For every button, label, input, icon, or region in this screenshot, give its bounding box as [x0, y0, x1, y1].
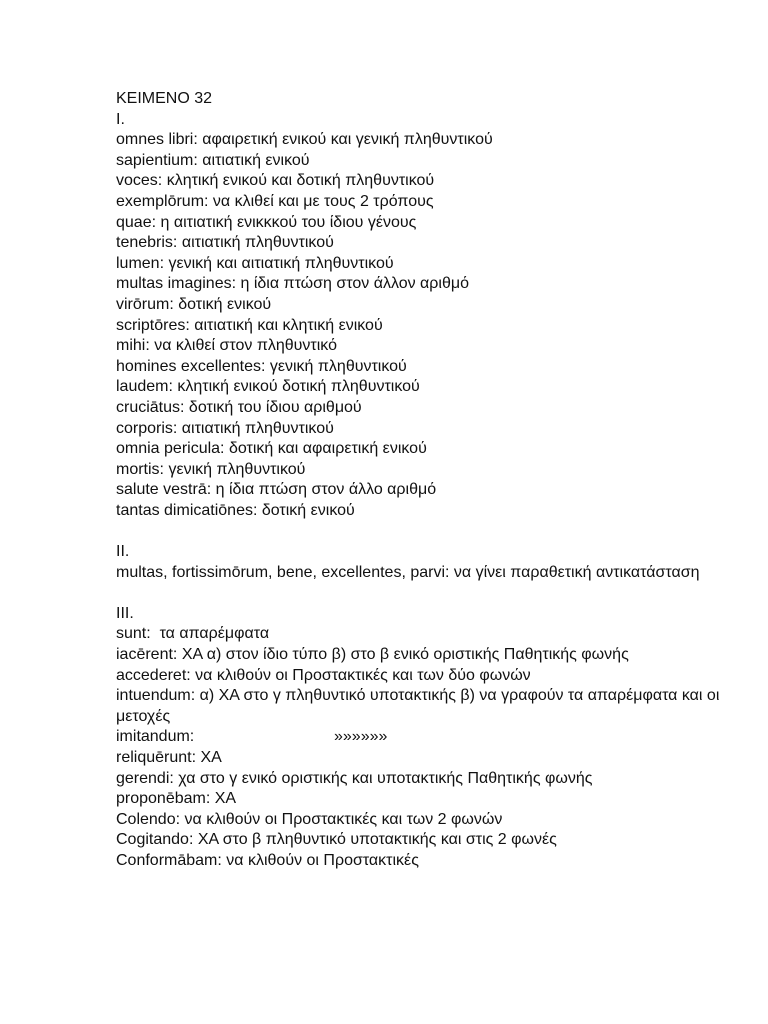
section-2-heading: II.	[116, 543, 130, 561]
exercise-line: omnes libri: αφαιρετική ενικού και γενική πληθυντικού	[116, 131, 493, 149]
exercise-line: virōrum: δοτική ενικού	[116, 295, 272, 313]
exercise-line: exemplōrum: να κλιθεί και με τους 2 τρόπους	[116, 192, 434, 210]
exercise-line: omnia pericula: δοτική και αφαιρετική ενικού	[116, 440, 427, 458]
section-3-list	[116, 624, 736, 871]
section-1-heading: I.	[116, 110, 125, 128]
section-3-heading: III.	[116, 604, 134, 622]
exercise-line: cruciātus: δοτική του ίδιου αριθμού	[116, 398, 362, 416]
exercise-line: multas imagines: η ίδια πτώση στον άλλον αριθμό	[116, 275, 469, 293]
exercise-line: sunt: τα απαρέμφατα	[116, 625, 270, 643]
exercise-line: homines excellentes: γενική πληθυντικού	[116, 357, 407, 375]
section-1-list	[116, 130, 736, 521]
exercise-line: laudem: κλητική ενικού δοτική πληθυντικού	[116, 378, 420, 396]
exercise-line: intuendum: α) ΧΑ στο γ πληθυντικό υποτακτικής β) να γραφούν τα απαρέμφατα και οι μετοχές	[116, 687, 724, 725]
exercise-line: Conformābam: να κλιθούν οι Προστακτικές	[116, 851, 419, 869]
exercise-line: mihi: να κλιθεί στον πληθυντικό	[116, 337, 337, 355]
exercise-line: scriptōres: αιτιατική και κλητική ενικού	[116, 316, 383, 334]
exercise-line: multas, fortissimōrum, bene, excellentes, parvi: να γίνει παραθετική αντικατάσταση	[116, 563, 700, 581]
exercise-line: sapientium: αιτιατική ενικού	[116, 151, 310, 169]
document-page	[116, 89, 736, 872]
exercise-line: salute vestrā: η ίδια πτώση στον άλλο αριθμό	[116, 481, 437, 499]
exercise-line: reliquērunt: ΧΑ	[116, 749, 222, 766]
blank-line	[116, 583, 736, 604]
blank-line	[116, 521, 736, 542]
exercise-line: tantas dimicatiōnes: δοτική ενικού	[116, 501, 355, 519]
exercise-line: corporis: αιτιατική πληθυντικού	[116, 419, 334, 437]
exercise-line: Cogitando: ΧΑ στο β πληθυντικό υποτακτικής και στις 2 φωνές	[116, 831, 557, 849]
imitandum-line	[116, 727, 736, 748]
imitandum-label: imitandum:	[116, 728, 195, 746]
exercise-line: gerendi: χα στο γ ενικό οριστικής και υποτακτικής Παθητικής φωνής	[116, 769, 593, 787]
document-title: ΚΕΙΜΕΝΟ 32	[116, 90, 213, 107]
imitandum-ditto-marks: »»»»»»	[334, 728, 388, 746]
exercise-line: voces: κλητική ενικού και δοτική πληθυντικού	[116, 172, 435, 190]
exercise-line: tenebris: αιτιατική πληθυντικού	[116, 234, 334, 252]
exercise-line: mortis: γενική πληθυντικού	[116, 460, 306, 478]
exercise-line: accederet: να κλιθούν οι Προστακτικές και των δύο φωνών	[116, 666, 531, 684]
exercise-line: lumen: γενική και αιτιατική πληθυντικού	[116, 254, 394, 272]
exercise-line: proponēbam: ΧΑ	[116, 790, 237, 808]
exercise-line: iacērent: ΧΑ α) στον ίδιο τύπο β) στο β ενικό οριστικής Παθητικής φωνής	[116, 646, 629, 664]
exercise-line: quae: η αιτιατική ενικκκού του ίδιου γένους	[116, 213, 417, 231]
exercise-line: Colendo: να κλιθούν οι Προστακτικές και των 2 φωνών	[116, 810, 503, 828]
